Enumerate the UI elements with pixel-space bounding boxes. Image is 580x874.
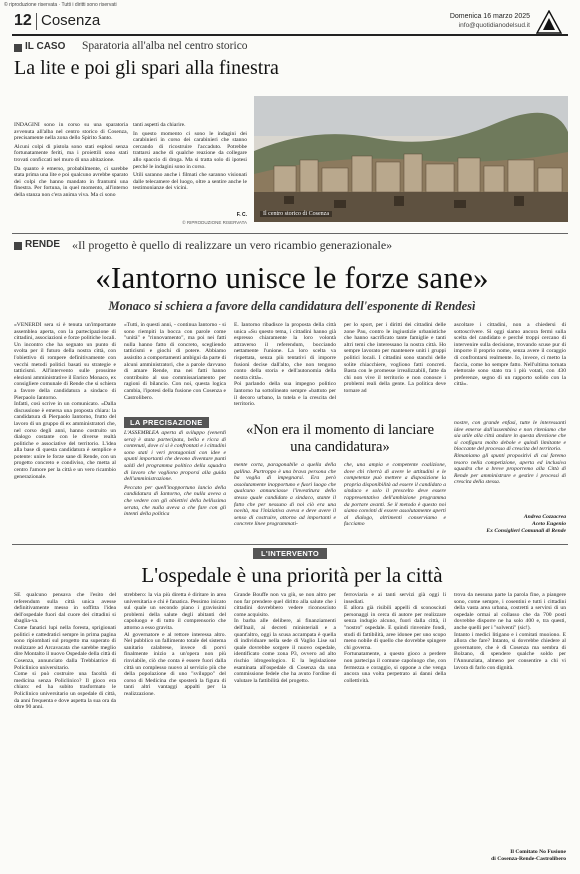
case-author: F. C. (236, 212, 247, 218)
paragraph: Alcuni colpi di pistola sono stati esplosi senza fortunatamente feriti, ma i proiettili sono stati trovati conficcati nel muro di una abitazione. (14, 143, 128, 163)
issue-date: Domenica 16 marzo 2025 (449, 13, 530, 20)
intervento-column-1: SE qualcuno pensava che l'esito del referendum sulla città unica avesse definitivamente messo in soffitta l'idea dell'ospedale fuori dal cuore dei cittadini si sbaglia-va. Come fanatici lupi nella foresta, sprigionati politici e cattedratici sempre in prima pagina sono ripiombati sul progetto ma superato di realizzare ad Arcavacata che sarebbe meglio dire Montalto il nuovo Ospedale della città di Cosenza, annunciato dalla Trebbiatrice di Policlinico universitario. Come si può costruire una facoltà di medicina senza Policlinico? Il gioco era chiaro: ed ha subito trasformato le Policlinico universitario un ospedale di città, da anni frequenta e dove aspetta la sua ora da oltre 90 anni. (14, 592, 116, 711)
intervento-headline: L'ospedale è una priorità per la città (141, 563, 443, 587)
paragraph: Da quanto è emerso, probabilmente, ci sarebbe stata prima una lite e poi qualcuno avrebbe sparato dei colpi che hanno mandato in frantumi una finestra. Per fortuna, in quel momento, all'interno della stanza non c'era anima viva. Ma ci sono (14, 165, 128, 198)
paragraph: INDAGINI sono in corso su una sparatoria avvenuta all'alba nel centro storico di Cosenza, precisamente nella zona dello Spirito Santo. (14, 122, 128, 142)
intervento-signature-1: Il Comitato No Fusione (510, 849, 566, 855)
rende-column-1: «VENERDÌ sera si è tenuta un'importante assemblea aperta, con la partecipazione di cittadini, associazioni e forze politiche locali. Un incontro che ha segnato un punto di svolta per il futuro della nostra città, con l'obiettivo di rompere definitivamente con vecchi metodi politici basati su strategie e tatticismi. All'intervento sulle prossime elezioni amministrative il Enrico Monaco, ex consigliere comunale di Rende che si schiera a favore della candidatura a sindaco di Pierpaolo Iantorno. Infatti, così scrive in un comunicato. «Dalla discussione è emersa una proposta chiara: la candidatura di Pierpaolo Iantorno, frutto del lavoro di un gruppo di ex amministratori che, nel corso degli anni, hanno costruito un dialogo costante con le diverse realtà politiche e associative del territorio. L'idea alla base di questa candidatura è semplice e potente: unire le forze sane di Rende, con un progetto concreto e condiviso, che metta al centro l'amore per la città e un vero ricambio generazionale. (14, 322, 116, 480)
page-number: 12 (14, 12, 32, 29)
paragraph: L'ASSEMBLEA aperta di sviluppo (venerdì sera) è stata partecipata, bella e ricca di contenuti, dove ci si è confrontati e i cittadini sono stati i veri protagonisti con idee e spunti importanti che devono diventare punti saldi del programma politico della squadra di lavoro che vogliono proporsi alla guida dell'amministrazione. (124, 430, 226, 483)
intervento-column-2: strebbero: la via più diretta è diritare in area universitaria e chi è fanatica. Pessimo inicato sul quale un secondo piano i gravissimi problemi della salute degli abitanti del capoluogo e di tutto il comprensorio che attorno a esso gravita. Al governatore e al rettore interessa altro. Nel pubblico un fallimento totale del sistema sanitario calabrese, invece di porvi finalmente inizio a un'opera non più rinviabile, ciò che conta è essere fuori dalla città un complesso nuovo al servizio più che della popolazione di uno "sviluppo" del corso di Medicina che sposterà la figura di tanti altri vantaggi appalti per la realizzazione. (124, 592, 226, 697)
precisazione-column-3: che, una ampia e competente coalizione, dove chi riterrà di avere le attitudini e le competenze può mettere a disposizione la propria disponibilità ad essere il candidato a sindaco e solo il prescelto deve essere rappresentativo dell'ambizione programma da portare avanti. Se il metodo è questo noi siamo convinti di essere assolutamente aperti al dialogo, altrimenti conserviamo e facciamo (344, 462, 446, 528)
intervento-column-4: ferroviaria e ai tanti servizi già oggi li insediati. E allora già risibili appelli di sconosciuti personaggi in cerca di autore per realizzare senza indugio alcuno, fuori dalla città, il "nostro" ospedale. E quindi rinvenire fondi, studi di fattibilità, aree idonee per uno scopo meno nobile di quello che dovrebbe spingere chi governa. Fortunatamente, a questo gioco a perdere non partecipa il comune capoluogo che, con fermezza e coraggio, si oppone a che venga ancora una volta perpetrato ai danni della collettività. (344, 592, 446, 684)
signature-3: Ex Consiglieri Comunali di Rende (486, 528, 566, 534)
intervento-column-5: trova da nessuna parte la parola fine, a piangere sono, come sempre, i cosentini e tutti i cittadini della vasta area urbana, costretti a servirsi di un ospedale ormai al collasso che da 700 posti dovrebbe disporre ne ha solo 400 e, tra questi, anche quelli per i "solventi" (sic!). Intanto i medici litigano e i comitati muoiono. E allora che fare? Intanto, si dovrebbe chiedere al governatore, che è di Cosenza ma sembra di Bolzano, di spendere qualche soldo per l'Annunziata, almeno per consentire a chi vi lavora di farlo con dignità. (454, 592, 566, 671)
signature-1: Andrea Cozzacrea (523, 514, 566, 520)
precisazione-quote: «Non era il momento di lanciare una candidatura» (245, 422, 435, 455)
rende-marker (14, 242, 22, 250)
case-marker (14, 44, 22, 52)
paragraph: Utili saranno anche i filmati che saranno visionati dalle telecamere del luogo, oltre a sentire anche le testimonianze dei vicini. (133, 172, 247, 192)
case-photo (254, 96, 568, 222)
rights-strip: © riproduzione riservata · Tutti i diritti sono riservati (4, 2, 117, 8)
case-body-column-1 (14, 122, 128, 230)
signature-2: Aceto Eugenio (531, 521, 566, 527)
contact-email: info@quotidianodelsud.it (458, 22, 530, 29)
rende-column-5: ascoltare i cittadini, non a chiedersi di sottoscrivere. Si oggi siamo ancora fermi sulla scelta del candidato e perché troppi cercano di intervenire sulla decisione, trovando scuse pur di imporre il proprio nome, senza avere il coraggio di confrontarsi realmente. Io, invece, ci metto la faccia, come ho sempre fatto. Nell'ultima tornata elettorale sono stato tra i più votati, con 430 preferenze, segno di un rapporto solido con la città». (454, 322, 566, 388)
intervento-column-3: Grande Bouffe non va giù, se non altro per non far prendere quel diritto alla salute che i cittadini dovrebbero vedere riconosciuto come acquisito. In barba alle delibere, ai finanziamenti dell'Inail, ai decreti ministeriali e a quant'altro, oggi la scusa accampata è quella di individuare nella sede di Vaglio Lise sul quale dovrebbe sorgere il nuovo ospedale, identificato come zona P3, ovvero ad alto rischio idrogeologico. E la legislazione esaminata all'ospedale di Cosenza da una commissione fedele che ha avuto l'ordine di valutare la fattibilità del progetto. (234, 592, 336, 684)
rende-quote: «Il progetto è quello di realizzare un vero ricambio generazionale» (72, 238, 393, 252)
paragraph: In questo momento ci sono le indagini dei carabinieri in corso dei carabinieri che stanno cercando di ricostruire l'accaduto. Potrebbe trattarsi anche di qualche reazione da collegare allo spaccio di droga. Ma si tratta solo di ipotesi perché le indagini sono in corso. (133, 130, 247, 170)
rende-headline: «Iantorno unisce le forze sane» (95, 260, 489, 295)
case-rights: © RIPRODUZIONE RISERVATA (182, 220, 247, 225)
rende-kicker: RENDE (25, 239, 61, 250)
precisazione-label: LA PRECISAZIONE (124, 417, 209, 428)
paragraph: Peccato per quell'inopportuno lancio della candidatura di Iantorno, che nulla aveva a che vedere con gli obiettivi della bellissima serata, che nulla aveva a che fare con gli intenti della politica (124, 484, 226, 518)
case-body-column-2 (133, 122, 247, 218)
photo-caption: Il centro storico di Cosenza (260, 211, 332, 217)
precisazione-column-4: nostre, con grande enfasi, tutte le interessanti idee emerse dall'assemblea e non riteniamo che sia utile alla città andare in questa direzione che si configura molto debole e quindi limitante e bloccante del processo di crescita del territorio. Rimaniamo gli spunti propositivi di cui faremo tesoro nella competizione, aperta ed inclusiva squadra che a breve proporremo alla Città di Rende per amministrare e gestire i processi di crescita della stessa. (454, 420, 566, 486)
rende-column-4: per lo sport, per i diritti dei cittadini delle zone Pau, contro le ingiustizie urbanistiche che hanno sacrificato tante famiglie e tanti altri temi che interessano la nostra città. Ho sempre lavorato per mantenere uniti i gruppi politici locali. I cittadini sono stanchi delle solite chiacchiere, vogliono fatti concreti. Basta con le promesse irrealizzabili, fatte da chi non vive il territorio e non conosce i problemi reali della gente. La politica deve tornare ad (344, 322, 446, 394)
masthead-logo (536, 10, 562, 34)
paragraph: tanti aspetti da chiarire. (133, 122, 186, 128)
rende-column-3: E. Iantorno ribadisce la proposta della città unica «Su questo tema, i cittadini hanno già espresso chiaramente la loro volontà attraverso il referendum, bocciando nettamente l'unione. La loro scelta va rispettata, senza più tentativi di imporre fusioni decise dall'alto, che non tengono conto della storia e dell'autonomia della nostra città». Poi parlando della sua impegno politico Iantorno ha sottolineato sempre «battuto per il decoro urbano, la tutela e la crescita del territorio. (234, 322, 336, 408)
section-name: Cosenza (41, 12, 101, 29)
rende-subhead: Monaco si schiera a favore della candidatura dell'esponente di Rendesì (108, 299, 476, 313)
case-kicker: IL CASO (25, 41, 66, 52)
case-topic: Sparatoria all'alba nel centro storico (82, 40, 248, 52)
precisazione-column-2: mente corta, paragonabile a quella della gallina. Purtroppo è una brava persona che ha voglia di impegnarsi. Era però assolutamente inopportuno e fuori luogo che qualcuno annunciasse l'investitura dello stesso quale candidato a sindaco, stante il fatto che per nessuno di noi ciò era una novità, ma l'iniziativa aveva e deve avere il senso di costruire, attorno ad importanti e concrete linee programmati- (234, 462, 336, 528)
rende-column-2: «Tutti, in questi anni, - continua Iantorno - si sono riempiti la bocca con parole come "unità" e "rinnovamento", ma poi nei fatti nulla hanno fatto di concreto, scegliendo tatticismi e giochi di potere. Abbiamo assistito a comportamenti ambigui da parte di alcuni amministratori, che a parole davvano di amare Rende, ma nei fatti hanno contribuito al suo commissariamento per ragioni di bilancio. Con noi, questa logica cambia, l'ipotesi della fusione con Cosenza e Castrolibero. (124, 322, 226, 401)
intervento-label: L'INTERVENTO (253, 548, 327, 559)
precisazione-column-1 (124, 430, 226, 542)
intervento-signature-2: di Cosenza-Rende-Castrolibero (491, 856, 566, 862)
case-headline: La lite e poi gli spari alla finestra (14, 57, 279, 79)
